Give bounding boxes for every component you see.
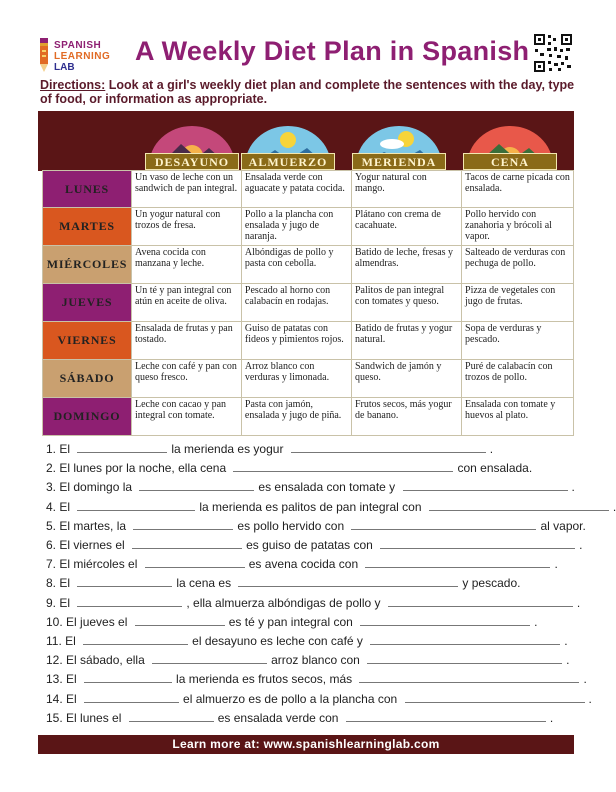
meal-cell: Plátano con crema de cacahuate. — [352, 208, 462, 246]
question-number: 14. — [46, 691, 63, 706]
question-number: 1. — [46, 442, 57, 456]
meal-cell: Puré de calabacín con trozos de pollo. — [462, 360, 574, 398]
day-label: MIÉRCOLES — [43, 246, 132, 284]
question-number: 3. — [46, 480, 57, 495]
question-item — [46, 633, 568, 648]
day-label: SÁBADO — [43, 360, 132, 398]
answer-blank[interactable] — [152, 652, 267, 664]
question-number: 5. — [46, 518, 57, 533]
meal-cell: Ensalada de frutas y pan tostado. — [131, 322, 241, 360]
question-text: El miércoles el — [59, 557, 141, 572]
answer-blank[interactable] — [429, 499, 609, 511]
meal-cell: Ensalada verde con aguacate y patata cocida. — [241, 171, 351, 208]
question-number: 8. — [46, 576, 57, 591]
answer-blank[interactable] — [83, 633, 188, 645]
question-item — [46, 460, 532, 475]
question-text: el desayuno es leche con café y — [192, 634, 367, 648]
meal-cell: Yogur natural con mango. — [352, 171, 462, 208]
day-label: DOMINGO — [43, 398, 132, 436]
answer-blank[interactable] — [77, 575, 172, 587]
meal-header-desayuno: DESAYUNO — [145, 153, 239, 170]
question-number: 12. — [46, 653, 63, 668]
question-number: 6. — [46, 538, 57, 552]
question-number: 2. — [46, 461, 57, 476]
answer-blank[interactable] — [145, 556, 245, 568]
logo — [36, 36, 128, 74]
table-row — [43, 208, 574, 246]
question-item — [46, 518, 586, 533]
question-item — [46, 595, 580, 610]
answer-blank[interactable] — [133, 518, 233, 530]
question-item — [46, 652, 570, 667]
answer-blank[interactable] — [365, 556, 550, 568]
question-text: El viernes el — [59, 538, 129, 552]
answer-blank[interactable] — [129, 710, 214, 722]
answer-blank[interactable] — [84, 671, 172, 683]
meal-cell: Guiso de patatas con fideos y pimientos rojos. — [241, 322, 351, 360]
question-text: El lunes el — [66, 710, 125, 725]
question-text: El — [66, 672, 81, 687]
answer-blank[interactable] — [405, 691, 585, 703]
answer-blank[interactable] — [360, 614, 530, 626]
question-item — [46, 537, 583, 552]
question-text: es ensalada verde con — [217, 710, 342, 725]
answer-blank[interactable] — [77, 499, 195, 511]
question-item — [46, 479, 575, 494]
question-text: es avena cocida con — [248, 557, 362, 572]
answer-blank[interactable] — [403, 479, 568, 491]
pencil-icon — [38, 38, 50, 72]
question-text: con ensalada. — [457, 461, 533, 476]
question-text: . — [576, 595, 581, 610]
day-label: MARTES — [43, 208, 132, 246]
question-text: El — [66, 691, 81, 706]
question-text: El — [59, 499, 74, 514]
meal-cell: Sandwich de jamón y queso. — [352, 360, 462, 398]
question-text: . — [588, 691, 592, 706]
question-text: la merienda es palitos de pan integral con — [199, 499, 425, 514]
question-number: 4. — [46, 499, 57, 514]
question-item — [46, 614, 538, 629]
question-text: . — [566, 653, 570, 668]
question-text: . — [489, 442, 494, 456]
answer-blank[interactable] — [367, 652, 562, 664]
answer-blank[interactable] — [359, 671, 579, 683]
answer-blank[interactable] — [388, 595, 573, 607]
meal-cell: Avena cocida con manzana y leche. — [131, 246, 241, 284]
question-text: es guiso de patatas con — [246, 538, 377, 552]
question-text: al vapor. — [540, 518, 586, 533]
question-item — [46, 441, 493, 456]
question-text: la merienda es frutos secos, más — [176, 672, 356, 687]
meal-cell: Palitos de pan integral con tomates y queso. — [352, 284, 462, 322]
table-row — [43, 171, 574, 208]
answer-blank[interactable] — [233, 460, 453, 472]
meal-cell: Leche con cacao y pan integral con tomate. — [131, 398, 241, 436]
answer-blank[interactable] — [77, 595, 182, 607]
question-text: . — [564, 634, 568, 648]
answer-blank[interactable] — [84, 691, 179, 703]
meal-cell: Pizza de vegetales con jugo de frutas. — [462, 284, 574, 322]
meal-cell: Pollo hervido con zanahoria y brócoli al vapor. — [462, 208, 574, 246]
day-label: VIERNES — [43, 322, 132, 360]
meal-cell: Leche con café y pan con queso fresco. — [131, 360, 241, 398]
question-number: 10. — [46, 614, 63, 629]
question-text: El martes, la — [59, 518, 130, 533]
question-text: El — [59, 442, 74, 456]
question-item — [46, 710, 553, 725]
table-row — [43, 360, 574, 398]
question-text: el almuerzo es de pollo a la plancha con — [183, 691, 401, 706]
question-text: . — [583, 672, 587, 687]
question-text: , ella almuerza albóndigas de pollo y — [186, 595, 384, 610]
page-title: A Weekly Diet Plan in Spanish — [135, 36, 530, 66]
answer-blank[interactable] — [238, 575, 458, 587]
footer-banner: Learn more at: www.spanishlearninglab.com — [38, 735, 574, 754]
day-label: JUEVES — [43, 284, 132, 322]
meal-cell: Salteado de verduras con pechuga de pollo. — [462, 246, 574, 284]
directions-text: Look at a girl's weekly diet plan and complete the sentences with the day, type of food, or information as appropriate. — [40, 78, 575, 106]
table-row — [43, 398, 574, 436]
meal-cell: Pollo a la plancha con ensalada y jugo de naranja. — [241, 208, 351, 246]
meal-cell: Un vaso de leche con un sandwich de pan integral. — [131, 171, 241, 208]
answer-blank[interactable] — [370, 633, 560, 645]
logo-line-3: LAB — [54, 62, 75, 73]
meal-cell: Frutos secos, más yogur de banano. — [352, 398, 462, 436]
question-text: es té y pan integral con — [228, 614, 357, 629]
table-row — [43, 322, 574, 360]
meal-cell: Batido de frutas y yogur natural. — [352, 322, 462, 360]
meal-cell: Tacos de carne picada con ensalada. — [462, 171, 574, 208]
answer-blank[interactable] — [346, 710, 546, 722]
question-text: la cena es — [176, 576, 235, 591]
question-text: El domingo la — [59, 480, 136, 495]
day-label: LUNES — [43, 171, 132, 208]
question-number: 9. — [46, 595, 57, 610]
meal-cell: Un té y pan integral con atún en aceite de oliva. — [131, 284, 241, 322]
question-item — [46, 575, 520, 590]
meal-cell: Sopa de verduras y pescado. — [462, 322, 574, 360]
question-text: . — [534, 614, 538, 629]
qr-code-icon — [533, 33, 573, 73]
question-text: El — [59, 576, 74, 591]
answer-blank[interactable] — [380, 537, 575, 549]
table-row — [43, 284, 574, 322]
question-text: es pollo hervido con — [237, 518, 348, 533]
logo-line-2: LEARNING — [54, 51, 111, 62]
question-text: . — [612, 499, 616, 514]
question-number: 11. — [46, 634, 62, 648]
logo-line-1: SPANISH — [54, 40, 102, 51]
meal-cell: Batido de leche, fresas y almendras. — [352, 246, 462, 284]
question-item — [46, 671, 587, 686]
meal-cell: Albóndigas de pollo y pasta con cebolla. — [241, 246, 351, 284]
question-text: la merienda es yogur — [171, 442, 287, 456]
question-number: 7. — [46, 557, 57, 572]
meal-cell: Pescado al horno con calabacín en rodajas. — [241, 284, 351, 322]
meal-header-merienda: MERIENDA — [352, 153, 446, 170]
question-text: El jueves el — [66, 614, 131, 629]
answer-blank[interactable] — [77, 441, 167, 453]
meal-header-almuerzo: ALMUERZO — [241, 153, 335, 170]
question-text: . — [571, 480, 575, 495]
question-text: . — [549, 710, 554, 725]
question-text: es ensalada con tomate y — [258, 480, 399, 495]
meal-cell: Arroz blanco con verduras y limonada. — [241, 360, 351, 398]
directions — [40, 78, 580, 106]
question-text: y pescado. — [462, 576, 521, 591]
diet-plan-table — [42, 170, 574, 436]
answer-blank[interactable] — [291, 441, 486, 453]
question-text: El sábado, ella — [66, 653, 149, 668]
table-row — [43, 246, 574, 284]
question-item — [46, 691, 592, 706]
question-text: El — [59, 595, 74, 610]
meal-cell: Pasta con jamón, ensalada y jugo de piña. — [241, 398, 351, 436]
meal-header-cena: CENA — [463, 153, 557, 170]
directions-label: Directions: — [40, 78, 106, 92]
meal-cell: Ensalada con tomate y huevos al plato. — [462, 398, 574, 436]
answer-blank[interactable] — [351, 518, 536, 530]
question-item — [46, 499, 616, 514]
answer-blank[interactable] — [139, 479, 254, 491]
question-text: El — [65, 634, 80, 648]
question-text: El lunes por la noche, ella cena — [59, 461, 230, 476]
question-item — [46, 556, 558, 571]
answer-blank[interactable] — [132, 537, 242, 549]
question-text: arroz blanco con — [271, 653, 364, 668]
question-number: 15. — [46, 710, 63, 725]
question-text: . — [579, 538, 583, 552]
question-number: 13. — [46, 672, 63, 687]
answer-blank[interactable] — [135, 614, 225, 626]
meal-cell: Un yogur natural con trozos de fresa. — [131, 208, 241, 246]
question-text: . — [554, 557, 558, 572]
